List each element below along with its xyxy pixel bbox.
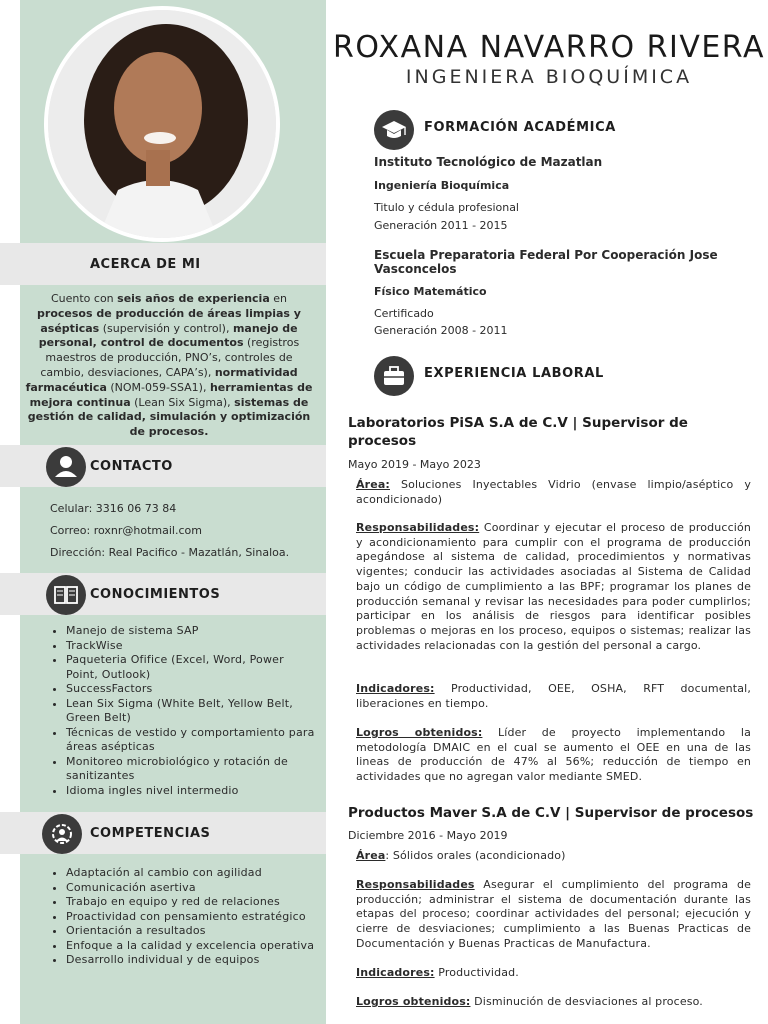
contact-phone: Celular: 3316 06 73 84: [50, 502, 177, 515]
education-school: Instituto Tecnológico de Mazatlan: [374, 155, 603, 169]
ind-label: Indicadores:: [356, 682, 435, 695]
person-icon: [46, 447, 86, 487]
job-area: [356, 849, 751, 864]
briefcase-icon: [374, 356, 414, 396]
about-text-run: (supervisión y control),: [99, 321, 233, 335]
job-indicators: [356, 682, 751, 711]
area-text: : Sólidos orales (acondicionado): [385, 849, 566, 862]
ind-text: Productividad.: [434, 966, 519, 979]
knowledge-item: • Idioma ingles nivel intermedio: [66, 784, 318, 799]
knowledge-item: • TrackWise: [66, 639, 318, 654]
about-text-run: (registros maestros de producción, PNO’s, controles de cambio, desviaciones, CAPA’s),: [40, 336, 300, 379]
about-text-run: seis años de experiencia: [117, 292, 270, 305]
graduation-cap-icon: [374, 110, 414, 150]
knowledge-item: • Manejo de sistema SAP: [66, 624, 318, 639]
education-credential: Titulo y cédula profesional: [374, 201, 519, 214]
contact-email[interactable]: Correo: roxnr@hotmail.com: [50, 524, 202, 537]
about-text-run: (NOM-059-SSA1),: [106, 380, 210, 394]
skill-item: • Orientación a resultados: [66, 924, 318, 939]
about-text-run: en: [269, 292, 288, 305]
job-period: Mayo 2019 - Mayo 2023: [348, 458, 481, 471]
job-title: Laboratorios PiSA S.A de C.V | Supervisor de procesos: [348, 415, 688, 449]
resp-label: Responsabilidades:: [356, 521, 480, 534]
education-heading: FORMACIÓN ACADÉMICA: [424, 120, 616, 135]
skill-item: • Adaptación al cambio con agilidad: [66, 866, 318, 881]
ach-text: Disminución de desviaciones al proceso.: [470, 995, 703, 1008]
skill-item: • Desarrollo individual y de equipos: [66, 953, 318, 968]
education-period: Generación 2011 - 2015: [374, 219, 508, 232]
ind-text: Productividad, OEE, OSHA, RFT documental, liberaciones en tiempo.: [356, 682, 751, 710]
ach-label: Logros obtenidos:: [356, 995, 471, 1008]
contact-address: Dirección: Real Pacifico - Mazatlán, Sinaloa.: [50, 546, 290, 559]
knowledge-item: • Lean Six Sigma (White Belt, Yellow Belt, Green Belt): [66, 697, 318, 726]
job-achievements: [356, 995, 751, 1010]
job-indicators: [356, 966, 751, 981]
book-icon: [46, 575, 86, 615]
skills-list: [46, 866, 318, 968]
person-name: ROXANA NAVARRO RIVERA: [333, 30, 765, 65]
education-period: Generación 2008 - 2011: [374, 324, 508, 337]
resp-label: Responsabilidades: [356, 878, 475, 891]
about-heading: ACERCA DE MI: [90, 257, 201, 272]
resp-text: Asegurar el cumplimiento del programa de producción; administrar el sistema de documentación durante las etapas del proceso; coordinar actividades del personal; ejecución y cierre de desviaciones; cumplimiento a las Buenas Practicas de Documentación y Buenas Practicas de Manufactura.: [356, 878, 751, 950]
skill-item: • Enfoque a la calidad y excelencia operativa: [66, 939, 318, 954]
experience-heading: EXPERIENCIA LABORAL: [424, 366, 604, 381]
skill-item: • Proactividad con pensamiento estratégico: [66, 910, 318, 925]
profile-photo: [44, 6, 280, 242]
education-credential: Certificado: [374, 307, 434, 320]
area-label: Área:: [356, 478, 390, 491]
skill-item: • Comunicación asertiva: [66, 881, 318, 896]
job-responsibilities: [356, 521, 751, 653]
knowledge-item: • Técnicas de vestido y comportamiento para áreas asépticas: [66, 726, 318, 755]
ach-label: Logros obtenidos:: [356, 726, 483, 739]
job-achievements: [356, 726, 751, 785]
about-text-run: (Lean Six Sigma),: [130, 395, 235, 409]
education-program: Ingeniería Bioquímica: [374, 179, 510, 192]
job-area: [356, 478, 751, 507]
person-title: INGENIERA BIOQUÍMICA: [405, 66, 693, 88]
about-text-run: Cuento con: [50, 292, 118, 305]
about-text-run: sistemas de gestión de calidad, simulación y optimización de procesos.: [27, 395, 311, 439]
knowledge-item: • Monitoreo microbiológico y rotación de sanitizantes: [66, 755, 318, 784]
team-gear-icon: [42, 814, 82, 854]
about-text-run: herramientas de mejora continua: [29, 380, 313, 409]
knowledge-heading: CONOCIMIENTOS: [90, 587, 221, 602]
job-period: Diciembre 2016 - Mayo 2019: [348, 829, 508, 842]
education-program: Físico Matemático: [374, 285, 487, 298]
skills-heading: COMPETENCIAS: [90, 826, 211, 841]
job-responsibilities: [356, 878, 751, 952]
education-school: Escuela Preparatoria Federal Por Cooperación Jose Vasconcelos: [374, 248, 718, 276]
ind-label: Indicadores:: [356, 966, 435, 979]
about-text-run: manejo de personal, control de documentos: [38, 321, 298, 350]
knowledge-item: • SuccessFactors: [66, 682, 318, 697]
job-title: Productos Maver S.A de C.V | Supervisor de procesos: [348, 805, 754, 821]
about-text-run: procesos de producción de áreas limpias y asépticas: [37, 306, 301, 335]
ach-text: Líder de proyecto implementando la metodología DMAIC en el cual se aumento el OEE en una de las lineas de producción de 47% al 56%; reducción de tiempo en actividades que no agregan valor mediante SMED.: [356, 726, 751, 784]
about-text-run: normatividad farmacéutica: [25, 365, 298, 394]
resp-text: Coordinar y ejecutar el proceso de producción y acondicionamiento para cumplir con el programa de producción apegándose al sistema de calidad, procedimientos y normativas vigentes; conducir las actividades asociadas al Sistema de Calidad bajo un código de cumplimiento a las BPF; programar los planes de producción semanal y revisar las necesidades para poder cumplirlos; participar en los análisis de riesgos para identificar posibles problemas o mejoras en los proceso, equipos o sistemas; realizar las actividades relacionadas con la gestión del personal a cargo.: [356, 521, 751, 652]
area-label: Área: [356, 849, 386, 862]
about-text: [24, 292, 314, 440]
contact-heading: CONTACTO: [90, 459, 173, 474]
skill-item: • Trabajo en equipo y red de relaciones: [66, 895, 318, 910]
knowledge-list: [46, 624, 318, 798]
area-text: Soluciones Inyectables Vidrio (envase limpio/aséptico y acondicionado): [356, 478, 751, 506]
knowledge-item: • Paqueteria Ofifice (Excel, Word, Power Point, Outlook): [66, 653, 318, 682]
